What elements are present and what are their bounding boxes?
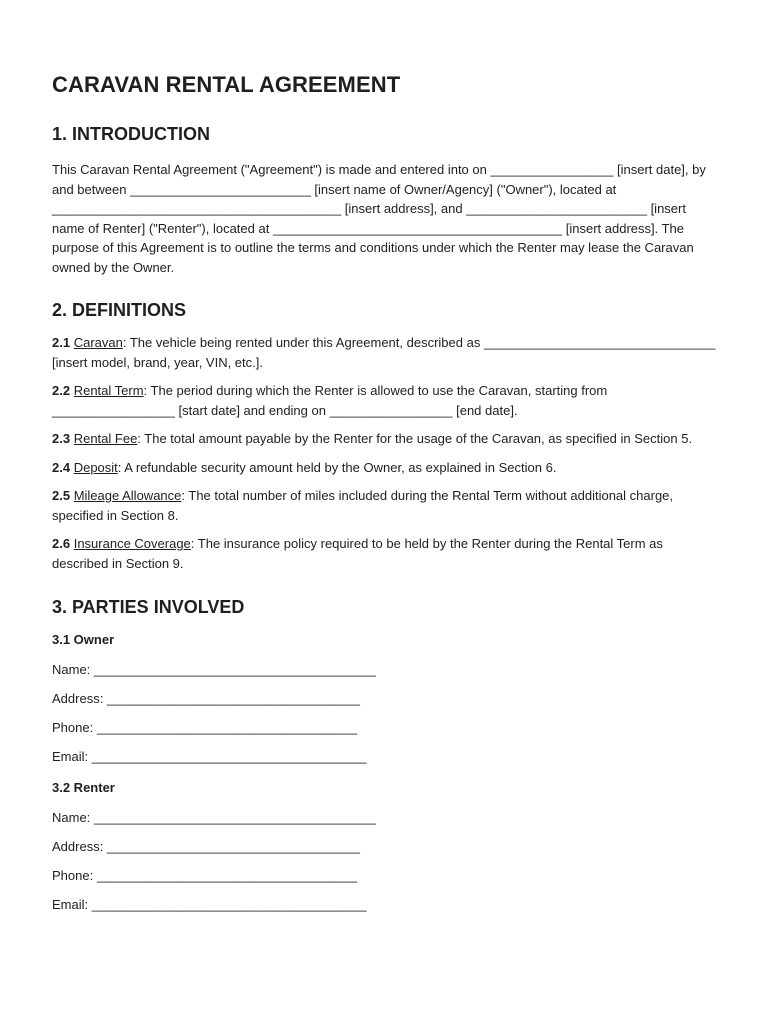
owner-address-field: Address: ___________________________________ xyxy=(52,690,360,706)
definition-number: 2.3 xyxy=(52,431,71,446)
definition-term: Insurance Coverage xyxy=(73,536,191,551)
definition-text: : The total number of miles included during the Rental Term without additional charge, specified in Section 8. xyxy=(52,488,674,523)
owner-name-field: Name: _______________________________________ xyxy=(52,661,376,677)
definition-rental-fee xyxy=(52,429,720,449)
definition-deposit xyxy=(52,458,720,478)
owner-phone-field: Phone: ____________________________________ xyxy=(52,719,358,735)
renter-heading: 3.2 Renter xyxy=(52,780,115,795)
owner-email-field: Email: ______________________________________ xyxy=(52,748,367,764)
renter-email-field: Email: ______________________________________ xyxy=(52,896,367,912)
definition-number: 2.5 xyxy=(52,488,71,503)
definition-text: : A refundable security amount held by the Owner, as explained in Section 6. xyxy=(117,459,557,475)
renter-name-field: Name: _______________________________________ xyxy=(52,809,376,825)
definitions-heading: 2. DEFINITIONS xyxy=(52,300,187,320)
parties-heading: 3. PARTIES INVOLVED xyxy=(52,597,245,617)
definition-text: : The insurance policy required to be held by the Renter during the Rental Term as described in Section 9. xyxy=(52,536,663,571)
definition-text: : The period during which the Renter is allowed to use the Caravan, starting from _________________ [start date] and ending on _________________ [end date]. xyxy=(52,383,608,418)
renter-address-field: Address: ___________________________________ xyxy=(52,838,360,854)
definition-caravan xyxy=(52,333,720,372)
definition-mileage-allowance xyxy=(52,486,720,525)
definition-term: Caravan xyxy=(73,335,123,350)
definition-number: 2.1 xyxy=(52,335,71,350)
definition-term: Mileage Allowance xyxy=(73,488,182,503)
introduction-heading: 1. INTRODUCTION xyxy=(52,124,211,144)
definition-insurance-coverage xyxy=(52,534,720,573)
definition-number: 2.2 xyxy=(52,383,71,398)
document-title: CARAVAN RENTAL AGREEMENT xyxy=(52,72,401,97)
definition-rental-term xyxy=(52,381,720,420)
owner-heading: 3.1 Owner xyxy=(52,632,115,647)
definition-term: Deposit xyxy=(73,459,118,475)
definition-number: 2.4 xyxy=(52,459,71,475)
definition-text: : The total amount payable by the Renter for the usage of the Caravan, as specified in Section 5. xyxy=(137,431,693,446)
definition-term: Rental Fee xyxy=(73,431,138,446)
definition-term: Rental Term xyxy=(73,383,144,398)
definition-number: 2.6 xyxy=(52,536,71,551)
renter-phone-field: Phone: ____________________________________ xyxy=(52,867,358,883)
introduction-paragraph: This Caravan Rental Agreement ("Agreement") is made and entered into on _________________ [insert date], by and between _________________________ [insert name of Owner/Agency] ("Owner"), located at ________________________________________ [insert address], and _________________________ [insert name of Renter] ("Renter"), located at ________________________________________ [insert address]. The purpose of this Agreement is to outline the terms and conditions under which the Renter may lease the Caravan owned by the Owner. xyxy=(52,162,706,275)
definition-text: : The vehicle being rented under this Agreement, described as ________________________________ [insert model, brand, year, VIN, etc.]. xyxy=(52,335,716,370)
